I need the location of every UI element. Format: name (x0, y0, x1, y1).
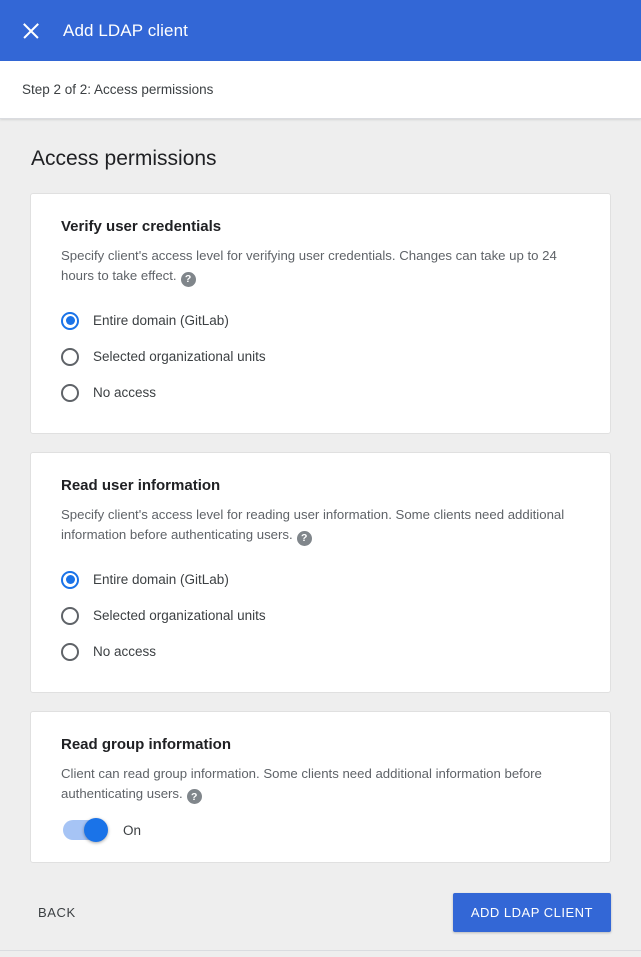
radio-option-label: No access (93, 644, 157, 659)
help-icon[interactable]: ? (181, 272, 196, 287)
help-icon[interactable]: ? (187, 789, 202, 804)
dialog-footer (0, 881, 641, 932)
help-icon[interactable]: ? (297, 531, 312, 546)
card-description (61, 764, 580, 805)
card-title: Read group information (61, 735, 231, 753)
card-read-user-information (30, 452, 611, 693)
add-ldap-client-button[interactable]: ADD LDAP CLIENT (453, 893, 611, 932)
radio-option-label: Selected organizational units (93, 349, 266, 365)
page-title: Access permissions (31, 147, 217, 170)
back-button[interactable]: BACK (30, 895, 84, 930)
radio-option-selected-ous[interactable] (61, 598, 580, 634)
radio-option-no-access[interactable] (61, 375, 580, 411)
radio-button-icon[interactable] (61, 348, 79, 366)
step-indicator-text: Step 2 of 2: Access permissions (22, 82, 214, 97)
read-group-information-toggle-row[interactable] (61, 820, 580, 840)
radio-button-icon[interactable] (61, 312, 79, 330)
card-description-text: Specify client's access level for verifying user credentials. Changes can take up to 24 hours to take effect. (61, 248, 557, 283)
dialog-content (0, 147, 641, 863)
footer-divider (0, 950, 641, 951)
card-verify-user-credentials (30, 193, 611, 434)
radio-button-icon[interactable] (61, 571, 79, 589)
radio-option-selected-ous[interactable] (61, 339, 580, 375)
radio-option-label: Selected organizational units (93, 608, 266, 623)
card-title: Read user information (61, 476, 221, 494)
dialog-header (0, 0, 641, 61)
dialog-title: Add LDAP client (63, 20, 188, 40)
radio-option-label: No access (93, 385, 157, 401)
step-indicator-bar (0, 61, 641, 119)
radio-button-icon[interactable] (61, 643, 79, 661)
toggle-switch[interactable] (63, 820, 107, 840)
card-description-text: Client can read group information. Some clients need additional information before authenticating users. (61, 765, 542, 801)
radio-option-label: Entire domain (GitLab) (93, 313, 229, 329)
radio-button-icon[interactable] (61, 607, 79, 625)
radio-option-entire-domain[interactable] (61, 303, 580, 339)
card-read-group-information (30, 711, 611, 864)
radio-option-entire-domain[interactable] (61, 562, 580, 598)
toggle-state-label: On (123, 822, 142, 838)
radio-option-no-access[interactable] (61, 634, 580, 670)
radio-button-icon[interactable] (61, 384, 79, 402)
card-description-text: Specify client's access level for reading user information. Some clients need additional information before authenticating users. (61, 506, 565, 542)
close-icon[interactable] (18, 18, 44, 44)
card-title: Verify user credentials (61, 218, 222, 235)
radio-option-label: Entire domain (GitLab) (93, 572, 229, 587)
card-description (61, 246, 580, 287)
card-description (61, 505, 580, 546)
toggle-knob (84, 818, 108, 842)
